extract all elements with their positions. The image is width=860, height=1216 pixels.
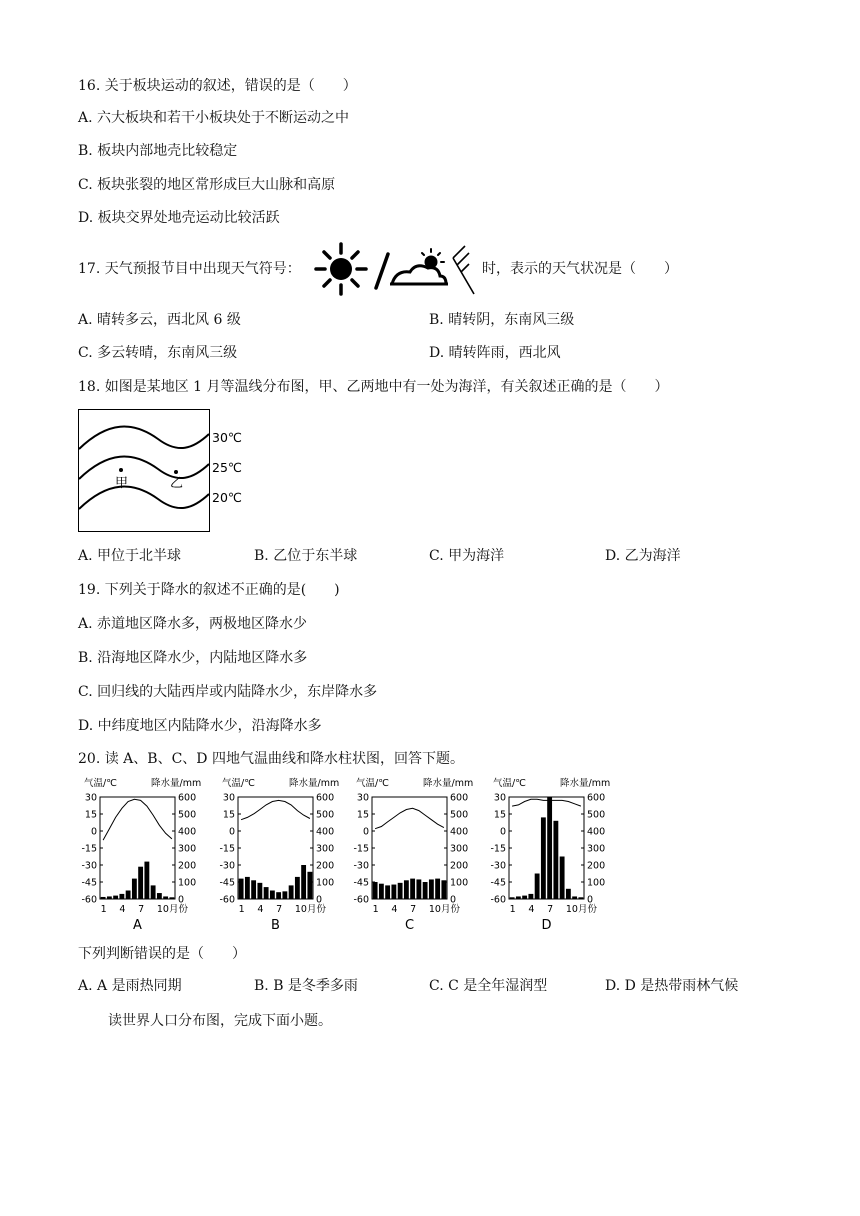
chart-c-right-tick: 100 [450, 877, 469, 889]
chart-b-right-tick: 600 [316, 792, 335, 804]
chart-c-x-tick: 7 [410, 904, 417, 915]
chart-d-right-tick: 400 [587, 826, 606, 838]
q18-option-d: D. 乙为海洋 [605, 548, 681, 564]
chart-d-right-tick: 300 [587, 843, 606, 855]
chart-b-precip-bar [276, 892, 281, 899]
isotherm-30 [79, 427, 209, 449]
q17-stem-before: 17. 天气预报节目中出现天气符号： [78, 261, 301, 277]
chart-b-precip-bar [239, 879, 244, 899]
chart-a-right-tick: 500 [178, 809, 197, 821]
chart-b-precip-bar [245, 877, 250, 899]
chart-d-x-tick: 1 [509, 904, 516, 915]
q18-option-c: C. 甲为海洋 [429, 548, 505, 564]
chart-a-precip-bar [169, 897, 174, 899]
point-yi-label: 乙 [170, 476, 184, 491]
chart-d-right-tick: 100 [587, 877, 606, 889]
chart-c-precip-bar [404, 880, 409, 899]
chart-c-left-tick: -60 [353, 894, 369, 906]
chart-a-temp-line [103, 799, 172, 840]
chart-b-right-tick: 100 [316, 877, 335, 889]
q20-option-b: B. B 是冬季多雨 [254, 978, 358, 994]
chart-c-left-tick: -45 [353, 877, 369, 889]
chart-d-right-tick: 200 [587, 860, 606, 872]
chart-d-precip-bar [541, 817, 546, 899]
q16-option-b: B. 板块内部地壳比较稳定 [78, 143, 238, 159]
chart-a-right-tick: 300 [178, 843, 197, 855]
q20-sub-stem: 下列判断错误的是（ ） [78, 946, 246, 962]
chart-d-left-tick: 15 [493, 809, 506, 821]
chart-a-left-tick: 15 [84, 809, 97, 821]
chart-b-right-tick: 200 [316, 860, 335, 872]
chart-a-precip-bar [119, 894, 124, 899]
chart-d-precip-bar [572, 896, 577, 899]
chart-c-precip-bar [416, 879, 421, 899]
chart-c-title: C [404, 918, 415, 933]
chart-a-right-tick: 600 [178, 792, 197, 804]
chart-b-right-tick: 500 [316, 809, 335, 821]
chart-d-precip-bar [547, 797, 552, 899]
q19-option-b: B. 沿海地区降水少，内陆地区降水多 [78, 650, 308, 666]
wind-flag-icon [453, 246, 474, 294]
chart-d-precip-bar [516, 896, 521, 899]
chart-b-left-tick: -15 [219, 843, 235, 855]
sun-icon [316, 244, 366, 294]
chart-b-right-tick: 400 [316, 826, 335, 838]
chart-c-precip-bar [385, 885, 390, 899]
q20-stem: 20. 读 A、B、C、D 四地气温曲线和降水柱状图，回答下题。 [78, 751, 464, 767]
chart-a-precip-bar [132, 879, 137, 899]
chart-d-x-tick: 10月份 [565, 904, 597, 915]
chart-a-right-tick: 200 [178, 860, 197, 872]
chart-b-x-tick: 1 [238, 904, 245, 915]
chart-a-x-tick: 4 [119, 904, 126, 915]
chart-c-left-tick: 0 [362, 826, 369, 838]
chart-b-left-tick: 30 [222, 792, 235, 804]
chart-d-left-tick: 30 [493, 792, 506, 804]
chart-b-precip-bar [289, 885, 294, 899]
chart-a-ylabel-left: 气温/℃ [84, 778, 117, 789]
chart-a-precip-bar [101, 897, 106, 899]
chart-a-right-tick: 100 [178, 877, 197, 889]
isotherm-20 [79, 487, 209, 509]
q20-option-d: D. D 是热带雨林气候 [605, 978, 739, 994]
climate-charts [0, 770, 860, 935]
chart-d-precip-bar [510, 897, 515, 899]
chart-c-ylabel-left: 气温/℃ [356, 778, 389, 789]
chart-b-left-tick: -45 [219, 877, 235, 889]
isotherm-map [78, 409, 248, 534]
q18-option-b: B. 乙位于东半球 [254, 548, 358, 564]
chart-b-right-tick: 0 [316, 894, 323, 906]
q16-option-c: C. 板块张裂的地区常形成巨大山脉和高原 [78, 177, 336, 193]
chart-c-right-tick: 300 [450, 843, 469, 855]
chart-a-ylabel-right: 降水量/mm [151, 778, 202, 789]
chart-b-x-tick: 10月份 [294, 904, 326, 915]
chart-c-temp-line [375, 808, 444, 828]
chart-d-right-tick: 600 [587, 792, 606, 804]
chart-b-precip-bar [251, 880, 256, 899]
chart-c-left-tick: 15 [356, 809, 369, 821]
chart-d-precip-bar [553, 821, 558, 899]
isotherm-25 [79, 457, 209, 479]
point-jia-label: 甲 [115, 476, 129, 491]
isotherm-label-25: 25℃ [212, 460, 242, 475]
chart-d-precip-bar [578, 897, 583, 899]
chart-b-precip-bar [307, 872, 312, 899]
q19-option-c: C. 回归线的大陆西岸或内陆降水少，东岸降水多 [78, 684, 378, 700]
next-section-intro: 读世界人口分布图，完成下面小题。 [108, 1013, 332, 1029]
chart-d-left-tick: -45 [490, 877, 506, 889]
chart-b-precip-bar [282, 891, 287, 899]
chart-c-precip-bar [373, 882, 378, 899]
chart-d-precip-bar [535, 874, 540, 900]
chart-c-left-tick: 30 [356, 792, 369, 804]
q20-option-c: C. C 是全年湿润型 [429, 978, 548, 994]
chart-d-left-tick: -30 [490, 860, 506, 872]
chart-b-left-tick: 15 [222, 809, 235, 821]
point-yi-dot [174, 470, 178, 474]
chart-a-left-tick: 0 [90, 826, 97, 838]
chart-d-ylabel-right: 降水量/mm [560, 778, 611, 789]
chart-b-temp-line [241, 800, 310, 819]
q17-option-b: B. 晴转阴，东南风三级 [429, 312, 575, 328]
chart-c-left-tick: -15 [353, 843, 369, 855]
chart-b-precip-bar [270, 891, 275, 900]
chart-a-x-tick: 1 [100, 904, 107, 915]
chart-b-left-tick: -60 [219, 894, 235, 906]
chart-a-precip-bar [138, 867, 143, 899]
chart-c-ylabel-right: 降水量/mm [423, 778, 474, 789]
chart-c-precip-bar [441, 880, 446, 899]
q19-option-d: D. 中纬度地区内陆降水少，沿海降水多 [78, 718, 322, 734]
chart-a-left-tick: -60 [81, 894, 97, 906]
chart-a-precip-bar [157, 893, 162, 899]
chart-b-right-tick: 300 [316, 843, 335, 855]
slash-icon [376, 254, 388, 288]
chart-c-precip-bar [435, 879, 440, 899]
chart-c-left-tick: -30 [353, 860, 369, 872]
chart-b-title: B [271, 918, 280, 933]
chart-a-precip-bar [163, 896, 168, 899]
chart-b-ylabel-right: 降水量/mm [289, 778, 340, 789]
chart-d-title: D [541, 918, 552, 933]
chart-a-left-tick: -45 [81, 877, 97, 889]
chart-c-precip-bar [398, 883, 403, 899]
chart-d-left-tick: -15 [490, 843, 506, 855]
chart-d-x-tick: 4 [528, 904, 535, 915]
chart-d-temp-line [512, 799, 581, 806]
chart-a-frame [100, 797, 175, 899]
q19-stem: 19. 下列关于降水的叙述不正确的是( ) [78, 582, 340, 598]
chart-d-precip-bar [522, 896, 527, 899]
chart-b-ylabel-left: 气温/℃ [222, 778, 255, 789]
q19-option-a: A. 赤道地区降水多，两极地区降水少 [78, 616, 308, 632]
chart-b-left-tick: -30 [219, 860, 235, 872]
chart-c-right-tick: 600 [450, 792, 469, 804]
chart-c-precip-bar [410, 879, 415, 899]
q20-option-a: A. A 是雨热同期 [78, 978, 182, 994]
chart-b-precip-bar [257, 883, 262, 899]
chart-a-right-tick: 0 [178, 894, 185, 906]
chart-a-left-tick: -15 [81, 843, 97, 855]
chart-d-frame [509, 797, 584, 899]
chart-a-right-tick: 400 [178, 826, 197, 838]
point-jia-dot [119, 468, 123, 472]
weather-symbols [312, 240, 482, 300]
isotherm-label-20: 20℃ [212, 490, 242, 505]
q18-option-a: A. 甲位于北半球 [78, 548, 182, 564]
chart-d-left-tick: 0 [499, 826, 506, 838]
chart-c-right-tick: 400 [450, 826, 469, 838]
q16-stem: 16. 关于板块运动的叙述，错误的是（ ） [78, 78, 357, 94]
q18-stem: 18. 如图是某地区 1 月等温线分布图，甲、乙两地中有一处为海洋，有关叙述正确的是（ ） [78, 379, 669, 395]
chart-d-precip-bar [560, 857, 565, 900]
cloudy-icon [390, 249, 448, 284]
chart-d-ylabel-left: 气温/℃ [493, 778, 526, 789]
q17-option-c: C. 多云转晴，东南风三级 [78, 345, 238, 361]
q17-option-a: A. 晴转多云，西北风 6 级 [78, 312, 241, 328]
isotherm-label-30: 30℃ [212, 430, 242, 445]
chart-b-precip-bar [295, 877, 300, 899]
chart-b-left-tick: 0 [228, 826, 235, 838]
chart-a-left-tick: -30 [81, 860, 97, 872]
chart-b-x-tick: 7 [276, 904, 283, 915]
chart-a-left-tick: 30 [84, 792, 97, 804]
chart-a-precip-bar [126, 891, 131, 900]
chart-a-title: A [133, 918, 142, 933]
chart-a-precip-bar [151, 885, 156, 899]
chart-a-precip-bar [144, 862, 149, 899]
chart-b-precip-bar [301, 865, 306, 899]
chart-d-right-tick: 0 [587, 894, 594, 906]
chart-a-precip-bar [113, 896, 118, 899]
q16-option-d: D. 板块交界处地壳运动比较活跃 [78, 210, 280, 226]
chart-d-precip-bar [528, 894, 533, 899]
chart-a-x-tick: 7 [138, 904, 145, 915]
chart-c-precip-bar [423, 882, 428, 899]
chart-c-x-tick: 1 [372, 904, 379, 915]
q17-stem-after: 时，表示的天气状况是（ ） [482, 261, 678, 277]
chart-d-precip-bar [566, 889, 571, 899]
chart-c-right-tick: 500 [450, 809, 469, 821]
q16-option-a: A. 六大板块和若干小板块处于不断运动之中 [78, 110, 350, 126]
chart-b-precip-bar [264, 887, 269, 899]
chart-c-right-tick: 200 [450, 860, 469, 872]
chart-b-x-tick: 4 [257, 904, 264, 915]
chart-c-precip-bar [391, 885, 396, 899]
chart-a-precip-bar [107, 896, 112, 899]
chart-c-x-tick: 4 [391, 904, 398, 915]
chart-d-x-tick: 7 [547, 904, 554, 915]
chart-d-right-tick: 500 [587, 809, 606, 821]
chart-a-x-tick: 10月份 [156, 904, 188, 915]
chart-c-precip-bar [379, 884, 384, 899]
chart-c-right-tick: 0 [450, 894, 457, 906]
chart-c-precip-bar [429, 879, 434, 899]
chart-c-x-tick: 10月份 [428, 904, 460, 915]
q17-option-d: D. 晴转阵雨，西北风 [429, 345, 561, 361]
chart-d-left-tick: -60 [490, 894, 506, 906]
